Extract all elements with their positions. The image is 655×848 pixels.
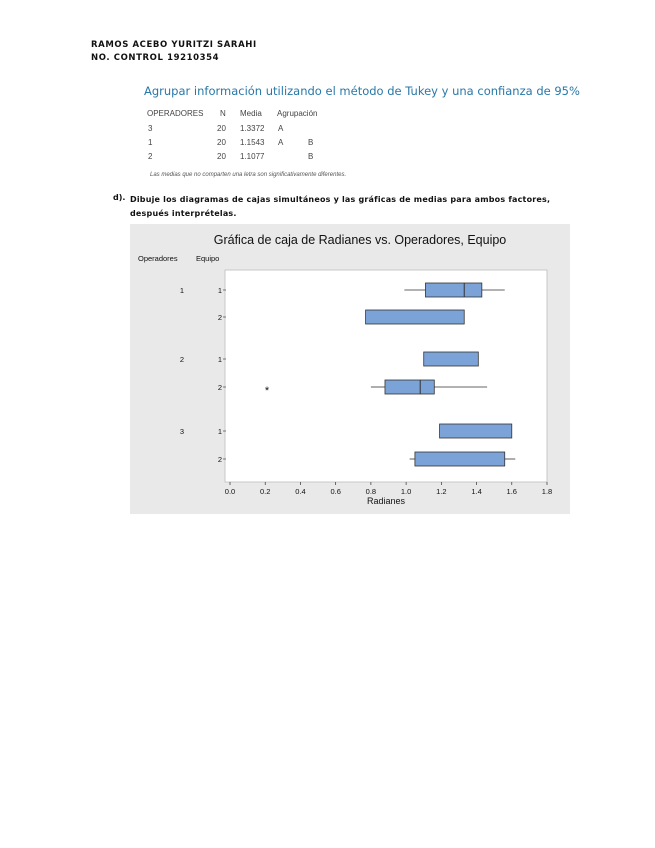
- operador-label: 1: [179, 286, 185, 295]
- tukey-row-mean: 1.1077: [240, 152, 265, 161]
- tukey-row-group-a: A: [278, 138, 284, 147]
- boxplot-svg: [130, 224, 570, 514]
- x-tick-label: 0.6: [330, 487, 341, 496]
- question-text: Dibuje los diagramas de cajas simultáneos y las gráficas de medias para ambos factores, después interprételas.: [130, 195, 551, 218]
- tukey-row-group-a: A: [278, 124, 284, 133]
- tukey-row-mean: 1.3372: [240, 124, 265, 133]
- tukey-row-mean: 1.1543: [240, 138, 265, 147]
- operador-label: 3: [179, 427, 185, 436]
- x-tick-label: 0.0: [224, 487, 236, 496]
- chart-title: Gráfica de caja de Radianes vs. Operadores, Equipo: [213, 233, 507, 247]
- tukey-note: Las medias que no comparten una letra son significativamente diferentes.: [150, 172, 347, 178]
- plot-area: [225, 270, 547, 482]
- tukey-row-n: 20: [217, 152, 226, 161]
- tukey-col-operadores: OPERADORES: [147, 109, 204, 118]
- x-tick-label: 1.2: [436, 487, 447, 496]
- box: [366, 310, 465, 324]
- x-tick-label: 0.2: [260, 487, 271, 496]
- box: [424, 352, 479, 366]
- tukey-row-n: 20: [217, 124, 226, 133]
- equipo-label: 2: [217, 313, 223, 322]
- tukey-col-media: Media: [240, 109, 262, 118]
- box: [440, 424, 512, 438]
- x-axis-label: Radianes: [366, 496, 406, 506]
- tukey-title: Agrupar información utilizando el método de Tukey y una confianza de 95%: [144, 84, 580, 98]
- outlier-marker: *: [264, 385, 270, 397]
- x-tick-label: 1.6: [506, 487, 517, 496]
- group-header-equipo: Equipo: [196, 254, 220, 263]
- question-label: d).: [113, 193, 126, 202]
- tukey-row-op: 3: [148, 124, 153, 133]
- tukey-row-group-b: B: [308, 138, 314, 147]
- equipo-label: 2: [217, 455, 223, 464]
- tukey-row-group-b: B: [308, 152, 314, 161]
- box: [425, 283, 481, 297]
- x-tick-label: 1.4: [471, 487, 482, 496]
- group-header-operadores: Operadores: [138, 254, 178, 263]
- operador-label: 2: [179, 355, 185, 364]
- x-tick-label: 0.4: [295, 487, 306, 496]
- tukey-row-op: 2: [148, 152, 153, 161]
- x-tick-label: 1.8: [541, 487, 553, 496]
- tukey-row-op: 1: [148, 138, 153, 147]
- equipo-label: 2: [217, 383, 223, 392]
- equipo-label: 1: [217, 286, 223, 295]
- box: [415, 452, 505, 466]
- equipo-label: 1: [217, 355, 223, 364]
- student-name: RAMOS ACEBO YURITZI SARAHI: [91, 40, 257, 50]
- control-number: NO. CONTROL 19210354: [91, 53, 220, 63]
- x-tick-label: 1.0: [400, 487, 412, 496]
- tukey-col-n: N: [220, 109, 226, 118]
- boxplot-chart: [130, 224, 570, 514]
- tukey-row-n: 20: [217, 138, 226, 147]
- box: [385, 380, 434, 394]
- tukey-col-agrupacion: Agrupación: [277, 109, 318, 118]
- x-tick-label: 0.8: [365, 487, 377, 496]
- equipo-label: 1: [217, 427, 223, 436]
